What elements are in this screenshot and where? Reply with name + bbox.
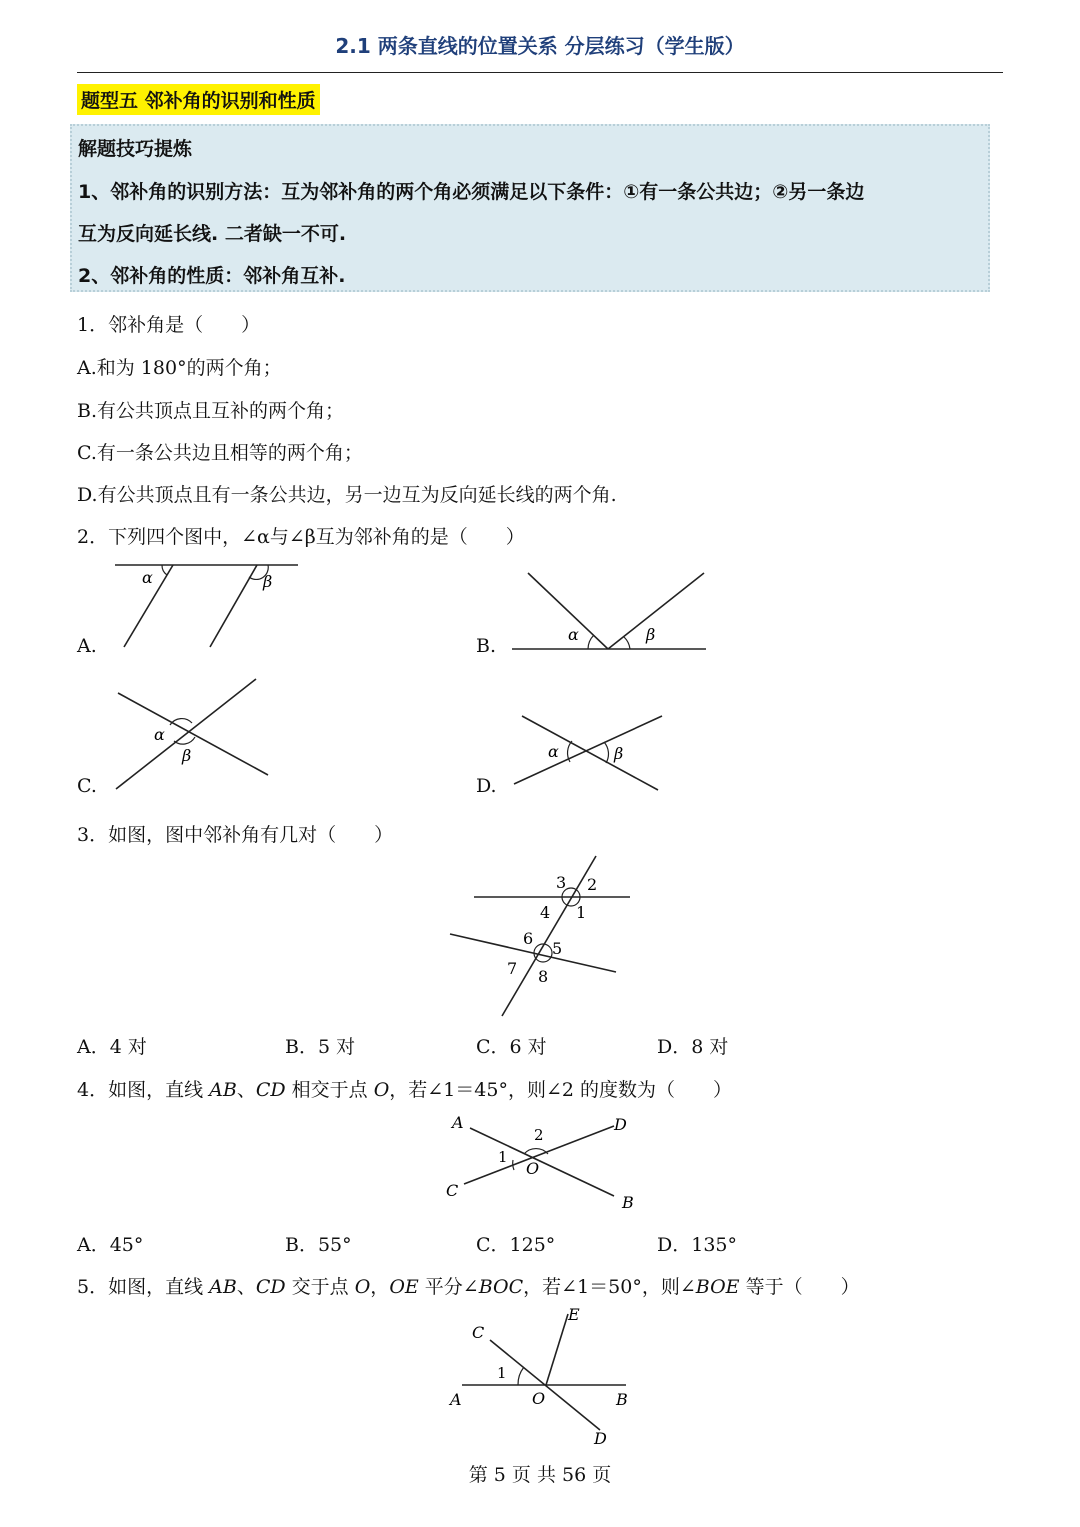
q4-point-d: D [614, 1115, 627, 1134]
section-heading: 题型五 邻补角的识别和性质 [77, 84, 320, 115]
q4-option-a: A．45° [77, 1234, 144, 1256]
q2-stem: 2．下列四个图中，∠α与∠β互为邻补角的是（ ） [77, 526, 525, 548]
tips-line-2: 互为反向延长线. 二者缺一不可. [78, 223, 347, 245]
q4-point-a: A [452, 1113, 464, 1132]
q4-option-c: C．125° [476, 1234, 556, 1256]
q1-option-b: B.有公共顶点且互补的两个角； [77, 400, 345, 422]
q1-stem: 1．邻补角是（ ） [77, 314, 261, 336]
q3-figure [440, 850, 640, 1020]
q4-angle-1: 1 [498, 1148, 508, 1166]
q3-angle-5: 5 [552, 939, 563, 958]
q5-stem: 5．如图，直线 AB、CD 交于点 O，OE 平分∠BOC，若∠1＝50°，则∠BOE 等于（ ） [77, 1276, 860, 1298]
q2-figure-d [508, 710, 673, 795]
q3-stem: 3．如图，图中邻补角有几对（ ） [77, 824, 394, 846]
q3-option-a: A．4 对 [77, 1036, 147, 1058]
q3-angle-4: 4 [540, 903, 551, 922]
q3-angle-1: 1 [576, 903, 587, 922]
q3-angle-8: 8 [538, 967, 549, 986]
q5-point-e: E [568, 1305, 580, 1324]
q4-angle-2: 2 [534, 1126, 544, 1144]
q3-angle-3: 3 [556, 873, 567, 892]
header-rule [77, 72, 1003, 73]
tips-heading: 解题技巧提炼 [78, 138, 193, 160]
q2-figure-a [110, 555, 310, 655]
q2d-beta: β [614, 744, 624, 763]
q5-angle-1: 1 [497, 1364, 507, 1382]
q2-figure-c [110, 675, 280, 795]
q2-label-c: C. [77, 775, 97, 797]
q4-stem: 4．如图，直线 AB、CD 相交于点 O，若∠1＝45°，则∠2 的度数为（ ） [77, 1079, 733, 1101]
q3-option-d: D．8 对 [657, 1036, 729, 1058]
q2a-alpha: α [142, 568, 153, 587]
q4-option-d: D．135° [657, 1234, 737, 1256]
tips-line-3: 2、邻补角的性质：邻补角互补. [78, 265, 346, 287]
q2b-beta: β [646, 625, 656, 644]
q4-point-b: B [622, 1193, 634, 1212]
document-title: 2.1 两条直线的位置关系 分层练习（学生版） [335, 34, 745, 58]
q2d-alpha: α [548, 742, 559, 761]
q5-point-b: B [616, 1390, 628, 1409]
q1-option-d: D.有公共顶点且有一条公共边，另一边互为反向延长线的两个角. [77, 484, 617, 506]
q3-angle-7: 7 [507, 959, 518, 978]
q5-figure [440, 1300, 650, 1450]
q4-figure [440, 1110, 640, 1215]
q2-label-d: D. [476, 775, 497, 797]
q2-label-a: A. [77, 635, 97, 657]
q5-point-c: C [472, 1323, 485, 1342]
q4-point-c: C [446, 1181, 459, 1200]
q2a-beta: β [263, 572, 273, 591]
q4-point-o: O [526, 1159, 540, 1178]
q4-option-b: B．55° [285, 1234, 352, 1256]
q3-angle-6: 6 [523, 929, 534, 948]
q2b-alpha: α [568, 625, 579, 644]
q5-point-a: A [450, 1390, 462, 1409]
q2c-beta: β [182, 746, 192, 765]
q2-figure-b [508, 565, 718, 660]
q2c-alpha: α [154, 725, 165, 744]
q3-option-c: C．6 对 [476, 1036, 547, 1058]
q2-label-b: B. [476, 635, 497, 657]
q3-option-b: B．5 对 [285, 1036, 356, 1058]
q1-option-c: C.有一条公共边且相等的两个角； [77, 442, 363, 464]
q5-point-o: O [532, 1389, 546, 1408]
tips-line-1: 1、邻补角的识别方法：互为邻补角的两个角必须满足以下条件：①有一条公共边；②另一条边 [78, 181, 865, 203]
q5-point-d: D [594, 1429, 607, 1448]
page-footer: 第 5 页 共 56 页 [468, 1464, 612, 1486]
q1-option-a: A.和为 180°的两个角； [77, 357, 282, 379]
q3-angle-2: 2 [587, 875, 598, 894]
